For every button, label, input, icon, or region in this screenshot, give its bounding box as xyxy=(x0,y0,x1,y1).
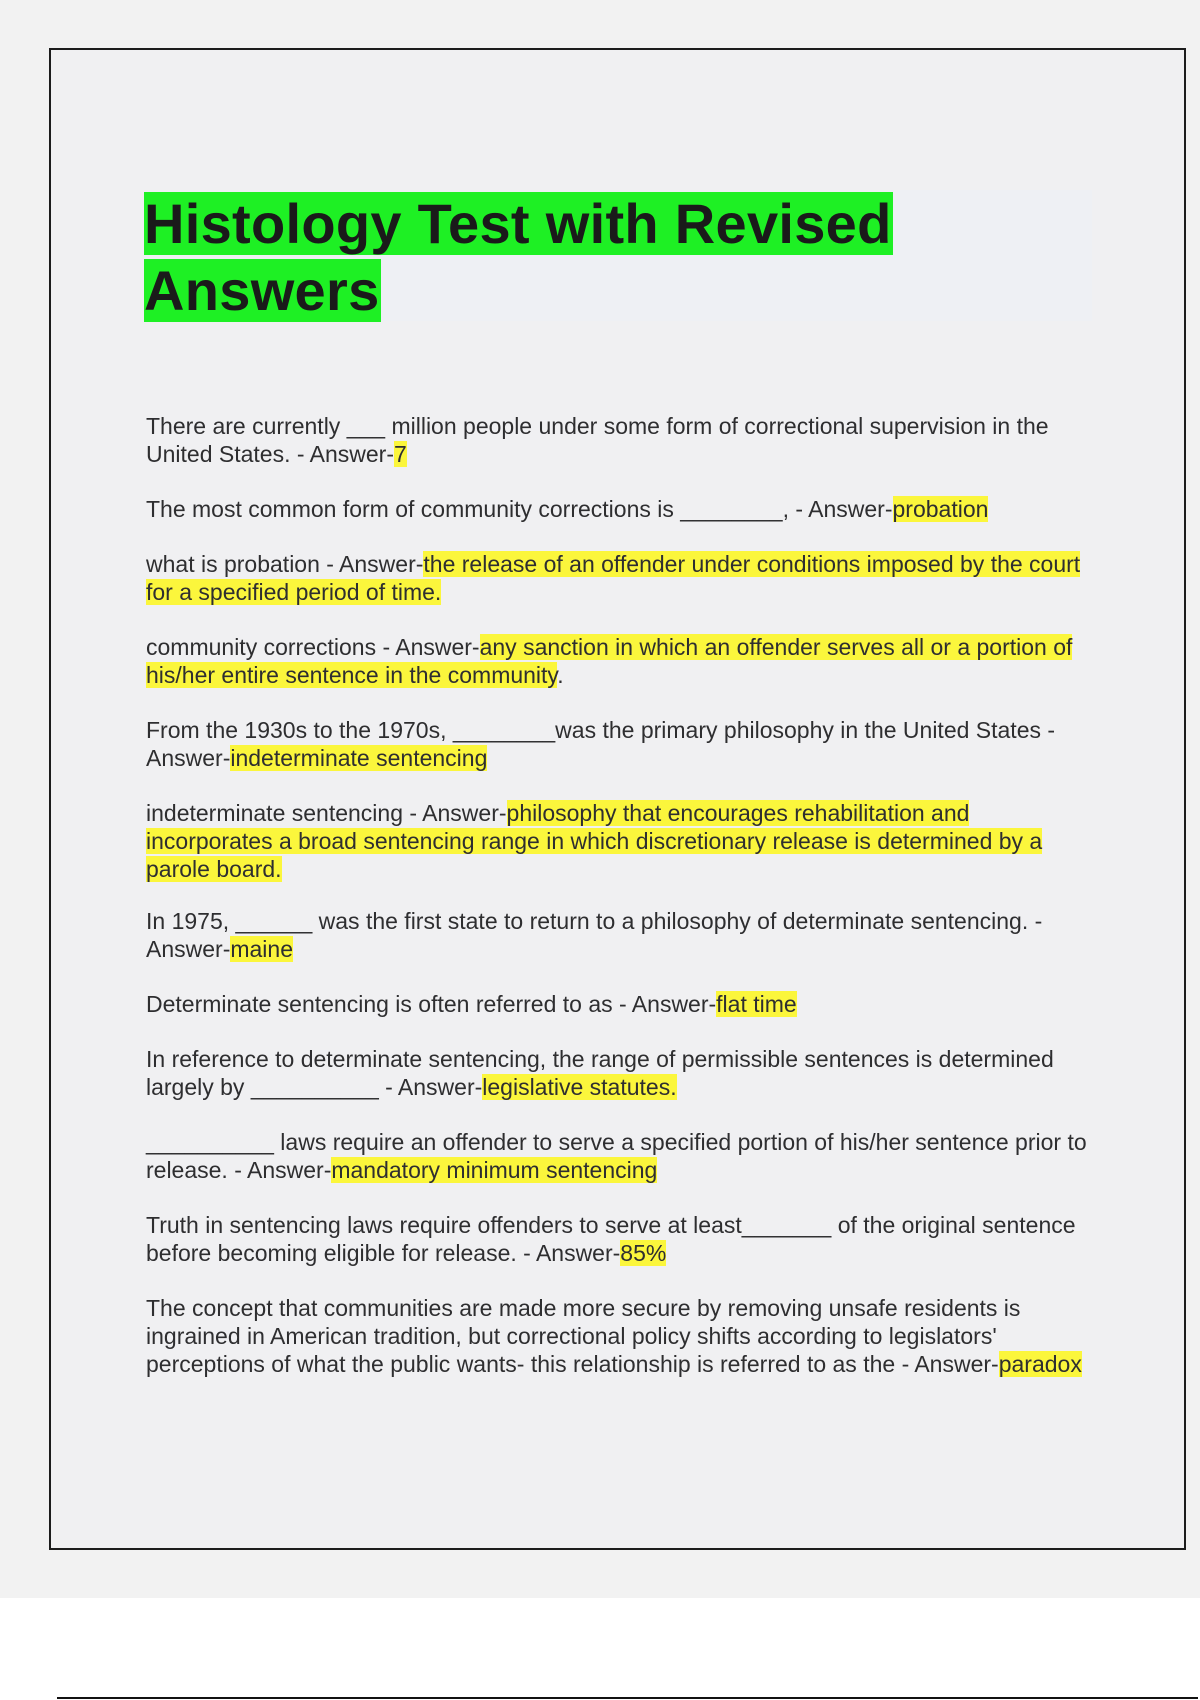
question-text: __________ laws require an offender to serve a specified portion of his/her sentence prior to release. - Answer- xyxy=(146,1129,1087,1183)
qa-item xyxy=(146,633,1091,689)
qa-item xyxy=(146,799,1091,883)
question-text: In reference to determinate sentencing, the range of permissible sentences is determined largely by __________ - Answer- xyxy=(146,1046,1054,1100)
qa-item xyxy=(146,1128,1091,1184)
answer-text: indeterminate sentencing xyxy=(230,745,488,771)
answer-text: philosophy that encourages rehabilitation and incorporates a broad sentencing range in which discretionary release is determined by a parole board. xyxy=(146,800,1043,882)
qa-item xyxy=(146,1211,1091,1267)
answer-tail: . xyxy=(557,662,564,688)
question-text: what is probation - Answer- xyxy=(146,551,424,577)
question-text: From the 1930s to the 1970s, ________was the primary philosophy in the United States - Answer- xyxy=(146,717,1056,771)
answer-text: paradox xyxy=(998,1351,1082,1377)
question-text: In 1975, ______ was the first state to return to a philosophy of determinate sentencing. - Answer- xyxy=(146,908,1043,962)
document-title-text: Histology Test with Revised Answers xyxy=(144,192,892,322)
qa-item xyxy=(146,716,1091,772)
document-title xyxy=(144,190,1092,324)
qa-item xyxy=(146,412,1091,468)
title-block xyxy=(144,190,1092,321)
answer-text: maine xyxy=(230,936,294,962)
qa-item xyxy=(146,495,1091,523)
qa-list xyxy=(146,412,1091,1405)
question-text: There are currently ___ million people under some form of correctional supervision in the United States. - Answer- xyxy=(146,413,1049,467)
question-text: community corrections - Answer- xyxy=(146,634,480,660)
question-text: Truth in sentencing laws require offenders to serve at least_______ of the original sentence before becoming eligible for release. - Answer- xyxy=(146,1212,1076,1266)
answer-text: flat time xyxy=(716,991,797,1017)
page-gap xyxy=(0,1598,1200,1700)
answer-text: probation xyxy=(892,496,989,522)
question-text: The concept that communities are made more secure by removing unsafe residents is ingrained in American tradition, but correctional policy shifts according to legislators' perceptions of what the public wants- this relationship is referred to as the - Answer- xyxy=(146,1295,1021,1377)
qa-item xyxy=(146,1294,1091,1378)
next-page-top-edge xyxy=(57,1697,1198,1699)
answer-text: mandatory minimum sentencing xyxy=(331,1157,658,1183)
answer-text: 7 xyxy=(394,441,407,467)
answer-text: legislative statutes. xyxy=(482,1074,677,1100)
qa-item xyxy=(146,907,1091,963)
question-text: Determinate sentencing is often referred to as - Answer- xyxy=(146,991,717,1017)
qa-item xyxy=(146,990,1091,1018)
question-text: indeterminate sentencing - Answer- xyxy=(146,800,507,826)
answer-text: the release of an offender under conditions imposed by the court for a specified period of time. xyxy=(146,551,1081,605)
qa-item xyxy=(146,1045,1091,1101)
question-text: The most common form of community corrections is ________, - Answer- xyxy=(146,496,893,522)
qa-item xyxy=(146,550,1091,606)
answer-text: 85% xyxy=(620,1240,667,1266)
answer-text: any sanction in which an offender serves all or a portion of his/her entire sentence in the community xyxy=(146,634,1073,688)
